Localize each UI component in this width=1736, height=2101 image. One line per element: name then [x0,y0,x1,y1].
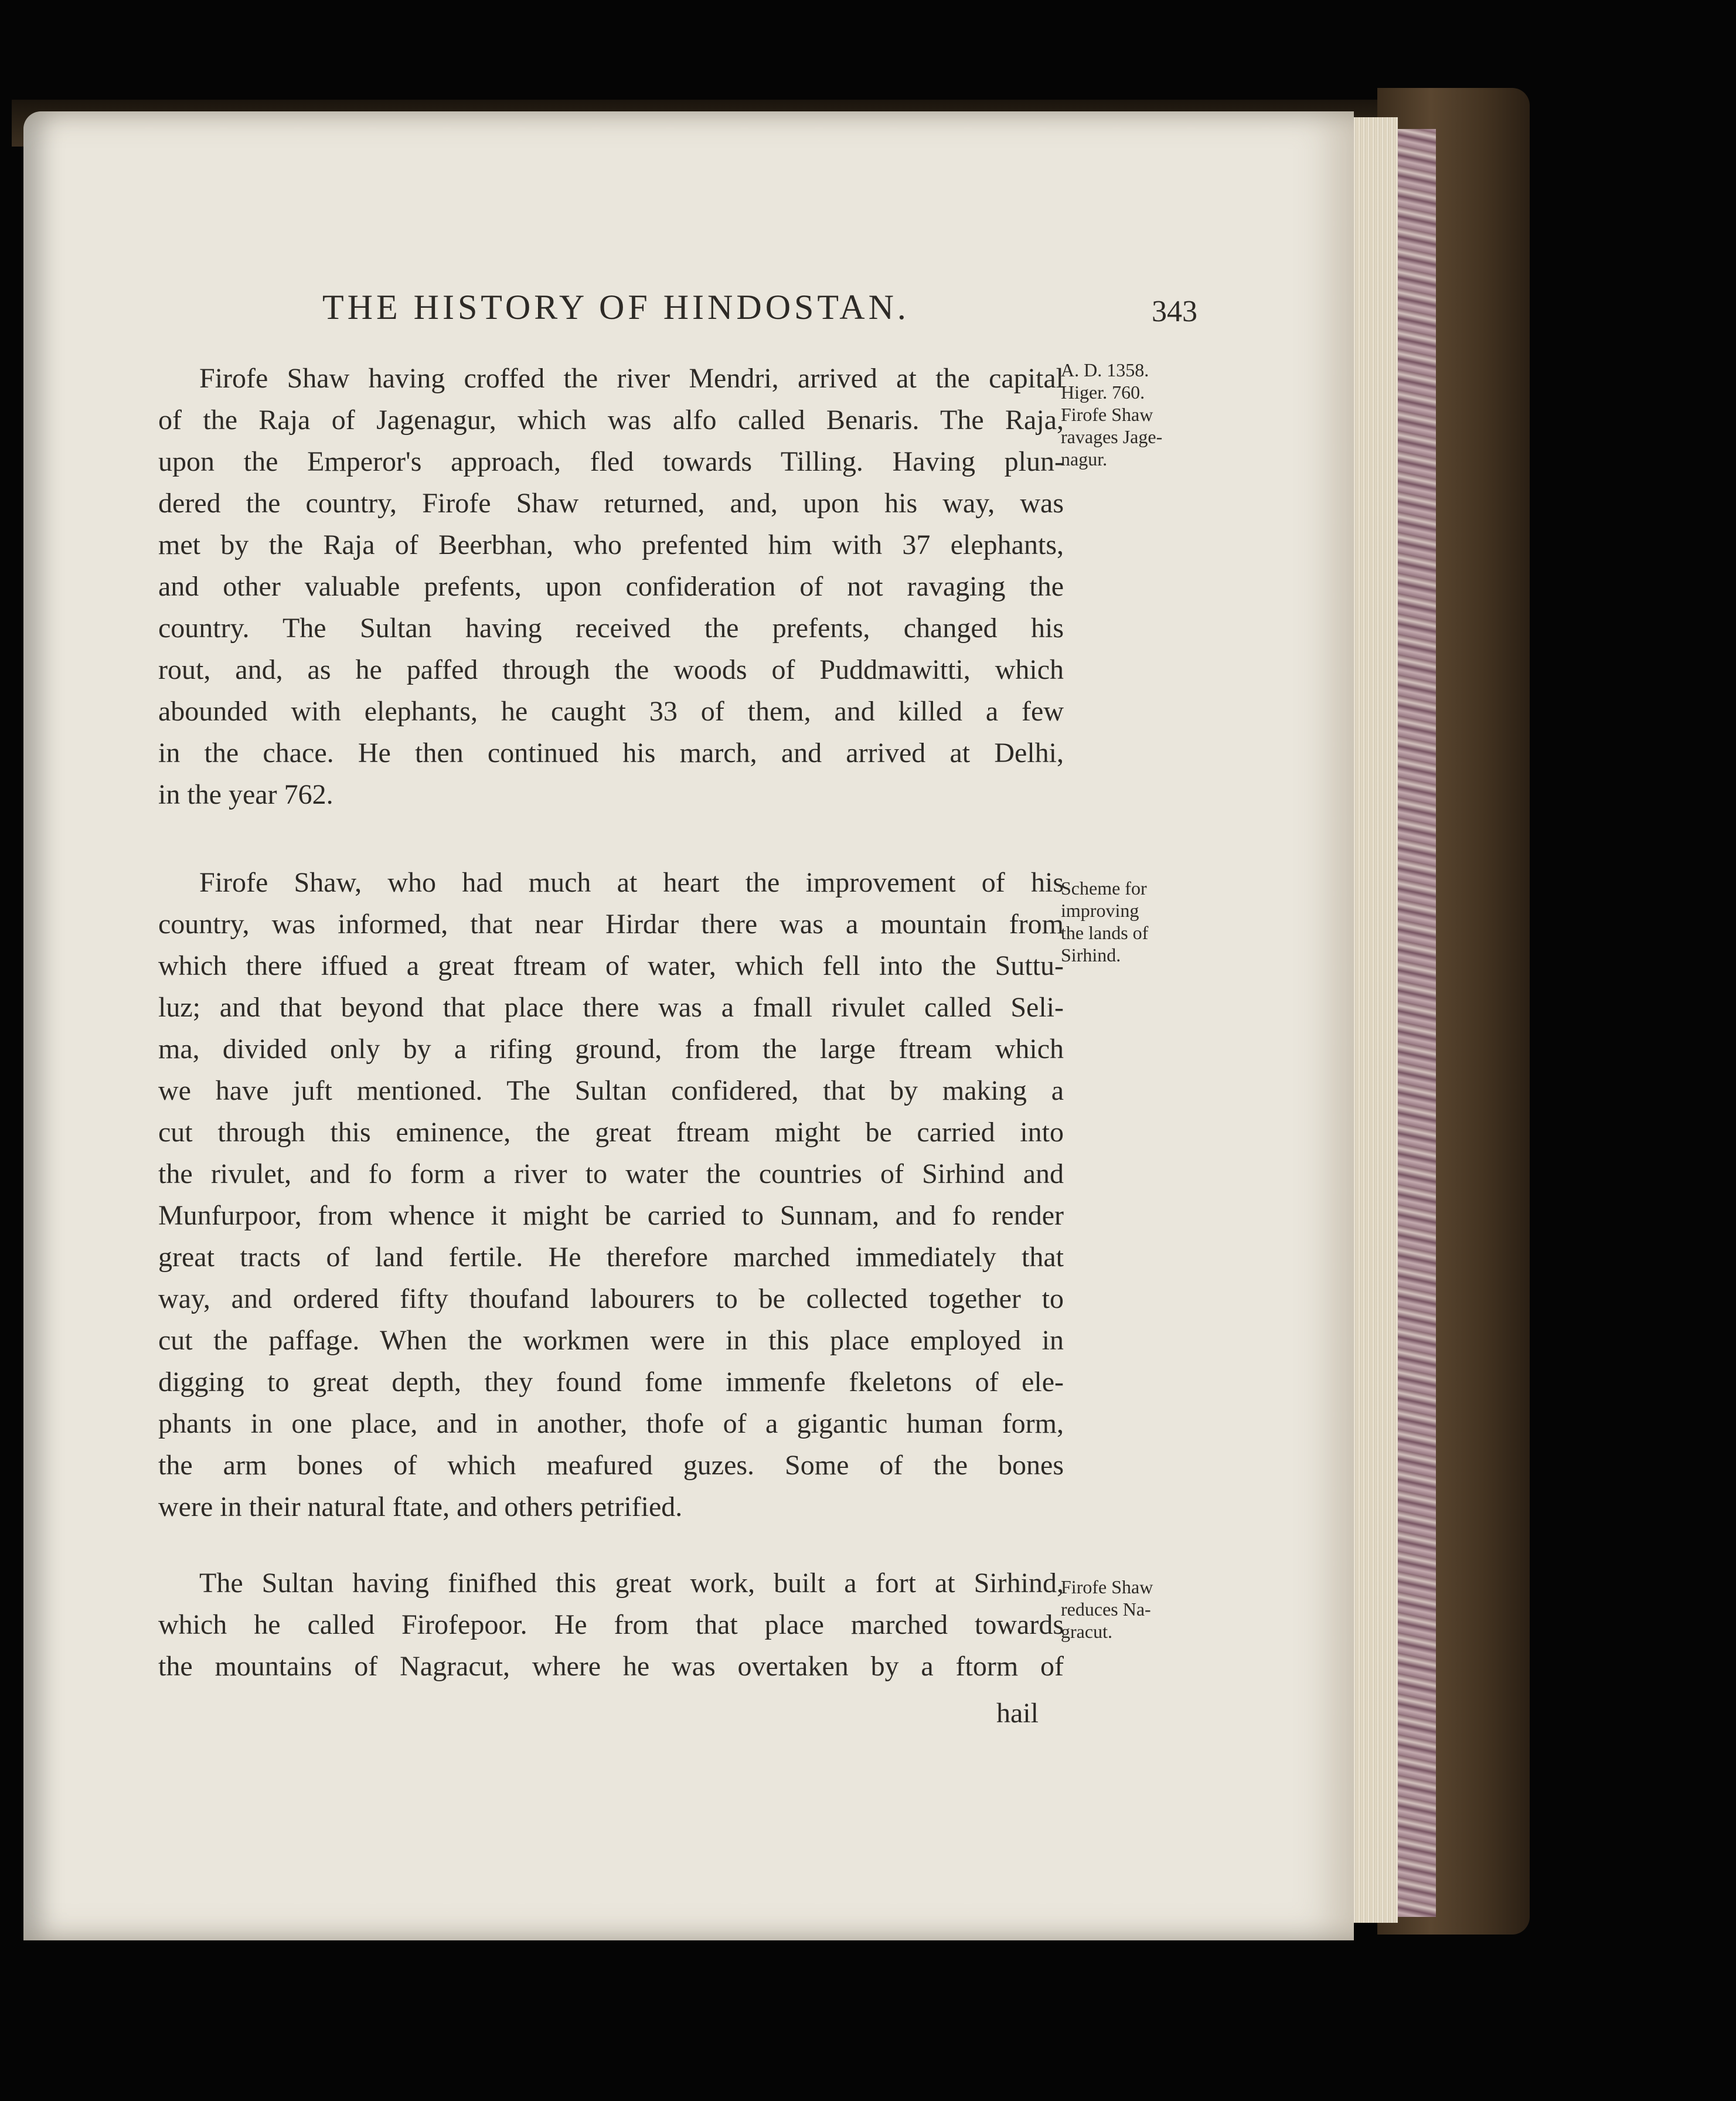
page-number: 343 [1152,295,1197,328]
margin-note [1061,359,1196,470]
margin-note-line: reduces Na- [1061,1599,1151,1620]
margin-note [1061,877,1196,966]
text-line: Firofe Shaw, who had much at heart the improvement of his [199,867,1064,898]
margin-note-line: Sirhind. [1061,944,1121,965]
margin-note-line: Higer. 760. [1061,382,1145,403]
text-line: luz; and that beyond that place there was a fmall rivulet called Seli- [158,992,1064,1023]
text-line: The Sultan having finifhed this great work, built a fort at Sirhind, [199,1568,1064,1599]
text-line: and other valuable prefents, upon confideration of not ravaging the [158,571,1064,602]
text-line: the arm bones of which meafured guzes. Some of the bones [158,1450,1064,1481]
text-line: cut the paffage. When the workmen were in this place employed in [158,1325,1064,1356]
catchword: hail [996,1698,1039,1729]
text-line: rout, and, as he paffed through the woods of Puddmawitti, which [158,654,1064,685]
marbled-page-edge [1395,129,1436,1917]
text-line: Munfurpoor, from whence it might be carried to Sunnam, and fo render [158,1200,1064,1231]
text-line: Firofe Shaw having croffed the river Mendri, arrived at the capital [199,363,1064,394]
text-line: the mountains of Nagracut, where he was overtaken by a ftorm of [158,1651,1064,1682]
text-line: which he called Firofepoor. He from that place marched towards [158,1609,1064,1640]
margin-note-line: Firofe Shaw [1061,404,1153,425]
text-line: digging to great depth, they found fome immenfe fkeletons of ele- [158,1366,1064,1398]
text-line: met by the Raja of Beerbhan, who prefented him with 37 elephants, [158,529,1064,560]
paragraph [158,1562,1064,1687]
text-line: we have juft mentioned. The Sultan confidered, that by making a [158,1075,1064,1106]
text-line: the rivulet, and fo form a river to water the countries of Sirhind and [158,1158,1064,1189]
text-line: dered the country, Firofe Shaw returned, and, upon his way, was [158,488,1064,519]
margin-note-line: A. D. 1358. [1061,359,1149,380]
text-line: in the year 762. [158,779,333,810]
text-line: way, and ordered fifty thoufand labourers to be collected together to [158,1283,1064,1314]
margin-note-line: the lands of [1061,922,1149,943]
text-line: cut through this eminence, the great ftream might be carried into [158,1117,1064,1148]
text-line: were in their natural ftate, and others petrified. [158,1491,683,1522]
text-line: of the Raja of Jagenagur, which was alfo called Benaris. The Raja, [158,404,1064,436]
margin-note-line: nagur. [1061,448,1108,470]
running-head: THE HISTORY OF HINDOSTAN. [322,288,910,327]
text-line: great tracts of land fertile. He therefore marched immediately that [158,1242,1064,1273]
text-line: in the chace. He then continued his march, and arrived at Delhi, [158,737,1064,769]
margin-note [1061,1576,1196,1643]
margin-note-line: improving [1061,900,1139,921]
text-line: which there iffued a great ftream of water, which fell into the Suttu- [158,950,1064,981]
margin-note-line: gracut. [1061,1621,1112,1642]
margin-note-line: ravages Jage- [1061,426,1163,447]
text-line: country, was informed, that near Hirdar there was a mountain from [158,909,1064,940]
text-line: upon the Emperor's approach, fled towards Tilling. Having plun- [158,446,1064,477]
text-line: abounded with elephants, he caught 33 of them, and killed a few [158,696,1064,727]
text-line: phants in one place, and in another, thofe of a gigantic human form, [158,1408,1064,1439]
text-line: ma, divided only by a rifing ground, from the large ftream which [158,1033,1064,1065]
paragraph [158,358,1064,815]
margin-note-line: Scheme for [1061,878,1147,899]
paragraph [158,862,1064,1528]
margin-note-line: Firofe Shaw [1061,1576,1153,1597]
text-line: country. The Sultan having received the prefents, changed his [158,613,1064,644]
